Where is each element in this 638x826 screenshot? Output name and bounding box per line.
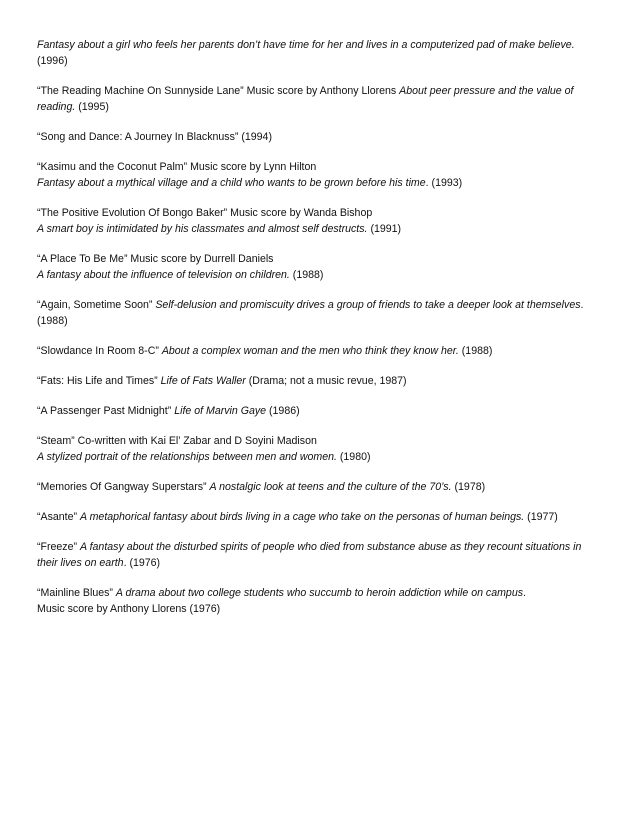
entry-line — [37, 433, 597, 449]
work-entry — [37, 373, 597, 389]
work-entry — [37, 585, 597, 617]
work-entry — [37, 83, 597, 115]
entry-line — [37, 297, 597, 329]
work-entry — [37, 433, 597, 465]
works-list — [37, 37, 597, 631]
entry-text: (1980) — [336, 451, 371, 463]
work-entry — [37, 479, 597, 495]
entry-description: Fantasy about a girl who feels her parents don’t have time for her and lives in a computerized pad of make believe. — [37, 39, 575, 51]
entry-description: About a complex woman and the men who think they know her. — [161, 345, 459, 357]
entry-line — [37, 509, 597, 525]
entry-text: . — [523, 587, 526, 599]
entry-line — [37, 175, 597, 191]
entry-line — [37, 129, 597, 145]
entry-line — [37, 601, 597, 617]
entry-line — [37, 159, 597, 175]
entry-text: (1995) — [75, 101, 109, 113]
entry-line — [37, 403, 597, 419]
work-entry — [37, 509, 597, 525]
entry-text: “Memories Of Gangway Superstars” — [37, 481, 210, 493]
entry-description: Fantasy about a mythical village and a child who wants to be grown before his time — [37, 177, 426, 189]
entry-description: A stylized portrait of the relationships between men and women. — [37, 451, 337, 463]
entry-text: “The Reading Machine On Sunnyside Lane” Music score by Anthony Llorens — [37, 85, 400, 97]
work-entry — [37, 297, 597, 329]
entry-description: Self-delusion and promiscuity drives a group of friends to take a deeper look at themselves — [155, 299, 581, 311]
entry-text: “Slowdance In Room 8-C” — [37, 345, 162, 357]
work-entry — [37, 37, 597, 69]
entry-text: (1978) — [451, 481, 486, 493]
entry-description: About peer pressure and the value of reading. — [37, 85, 574, 113]
entry-text: (1996) — [37, 55, 68, 67]
entry-description: Life of Marvin Gaye — [174, 405, 267, 417]
work-entry — [37, 205, 597, 237]
entry-line — [37, 37, 597, 69]
entry-text: (1991) — [367, 223, 402, 235]
entry-text: . (1988) — [37, 299, 584, 327]
entry-line — [37, 585, 597, 601]
entry-text: “A Passenger Past Midnight” — [37, 405, 175, 417]
entry-text: (1988) — [458, 345, 493, 357]
entry-line — [37, 267, 597, 283]
entry-description: Life of Fats Waller — [160, 375, 246, 387]
entry-line — [37, 373, 597, 389]
work-entry — [37, 159, 597, 191]
entry-text: “Again, Sometime Soon” — [37, 299, 156, 311]
entry-text: (1986) — [266, 405, 300, 417]
entry-description: A fantasy about the disturbed spirits of people who died from substance abuse as they recount situations in their lives on earth — [37, 541, 582, 569]
work-entry — [37, 129, 597, 145]
entry-text: (1988) — [289, 269, 324, 281]
entry-text: (1977) — [524, 511, 558, 523]
work-entry — [37, 251, 597, 283]
work-entry — [37, 403, 597, 419]
entry-description: A nostalgic look at teens and the culture of the 70’s. — [209, 481, 452, 493]
entry-text: . (1993) — [425, 177, 463, 189]
entry-text: “Freeze” — [37, 541, 80, 553]
entry-line — [37, 343, 597, 359]
entry-line — [37, 221, 597, 237]
entry-description: A fantasy about the influence of television on children. — [37, 269, 290, 281]
entry-text: “Song and Dance: A Journey In Blacknuss” (1994) — [37, 131, 272, 143]
entry-text: Music score by Anthony Llorens (1976) — [37, 603, 221, 615]
entry-text: “Kasimu and the Coconut Palm” Music score by Lynn Hilton — [37, 161, 317, 173]
entry-text: “Fats: His Life and Times” — [37, 375, 161, 387]
entry-text: “Mainline Blues” — [37, 587, 116, 599]
entry-line — [37, 539, 597, 571]
entry-text: “Asante” — [37, 511, 80, 523]
entry-line — [37, 449, 597, 465]
entry-line — [37, 479, 597, 495]
entry-line — [37, 205, 597, 221]
entry-text: “A Place To Be Me” Music score by Durrell Daniels — [37, 253, 274, 265]
entry-text: “The Positive Evolution Of Bongo Baker” Music score by Wanda Bishop — [37, 207, 373, 219]
entry-text: (Drama; not a music revue, 1987) — [245, 375, 407, 387]
work-entry — [37, 539, 597, 571]
entry-text: . (1976) — [123, 557, 161, 569]
entry-description: A metaphorical fantasy about birds living in a cage who take on the personas of human beings. — [79, 511, 525, 523]
work-entry — [37, 343, 597, 359]
entry-line — [37, 83, 597, 115]
entry-description: A drama about two college students who succumb to heroin addiction while on campus — [115, 587, 524, 599]
entry-text: “Steam” Co-written with Kai El’ Zabar and D Soyini Madison — [37, 435, 317, 447]
entry-line — [37, 251, 597, 267]
entry-description: A smart boy is intimidated by his classmates and almost self destructs. — [37, 223, 368, 235]
